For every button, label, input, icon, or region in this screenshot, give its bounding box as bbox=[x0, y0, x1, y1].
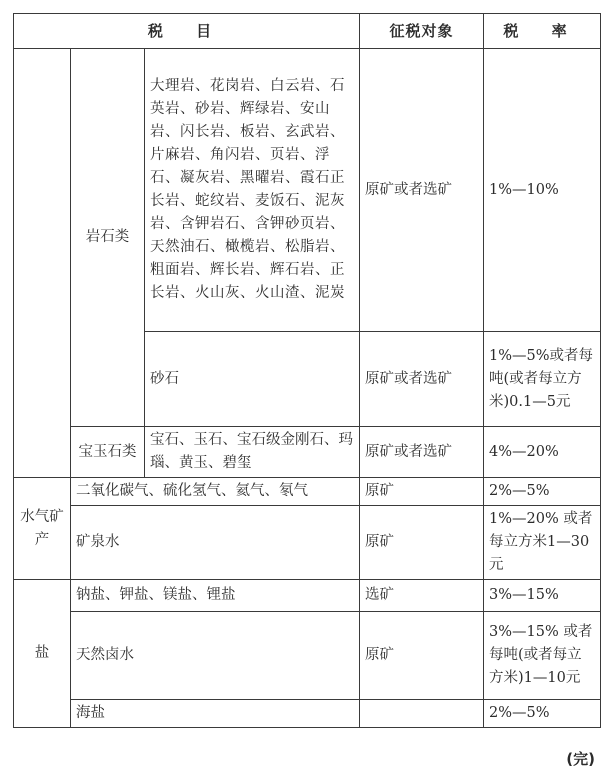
mineral-water-item: 矿泉水 bbox=[71, 506, 360, 580]
table-header-row bbox=[14, 14, 601, 49]
salt-category: 盐 bbox=[14, 580, 71, 728]
gas-object: 原矿 bbox=[360, 478, 484, 506]
water-gas-category: 水气矿产 bbox=[14, 478, 71, 580]
gas-rate: 2%—5% bbox=[484, 478, 601, 506]
gas-item: 二氧化碳气、硫化氢气、氦气、氡气 bbox=[71, 478, 360, 506]
end-mark: (完) bbox=[566, 750, 595, 768]
gem-category: 宝玉石类 bbox=[71, 427, 145, 478]
salt-object: 选矿 bbox=[360, 580, 484, 612]
gem-object: 原矿或者选矿 bbox=[360, 427, 484, 478]
rock-rate: 1%—10% bbox=[484, 49, 601, 332]
sea-salt-object bbox=[360, 700, 484, 728]
table-row bbox=[14, 612, 601, 700]
sand-item: 砂石 bbox=[145, 332, 360, 427]
table-row bbox=[14, 49, 601, 332]
mineral-water-object: 原矿 bbox=[360, 506, 484, 580]
rock-category: 岩石类 bbox=[71, 49, 145, 427]
rock-object: 原矿或者选矿 bbox=[360, 49, 484, 332]
tax-rate-table bbox=[13, 13, 601, 728]
table-row bbox=[14, 580, 601, 612]
mineral-water-rate: 1%—20% 或者每立方米1—30元 bbox=[484, 506, 601, 580]
brine-rate: 3%—15% 或者每吨(或者每立方米)1—10元 bbox=[484, 612, 601, 700]
header-rate: 税 率 bbox=[484, 14, 601, 49]
sand-rate: 1%—5%或者每吨(或者每立方米)0.1—5元 bbox=[484, 332, 601, 427]
header-item: 税 目 bbox=[14, 14, 360, 49]
brine-item: 天然卤水 bbox=[71, 612, 360, 700]
rock-item-list: 大理岩、花岗岩、白云岩、石英岩、砂岩、辉绿岩、安山岩、闪长岩、板岩、玄武岩、片麻岩、角闪岩、页岩、浮石、凝灰岩、黑曜岩、霞石正长岩、蛇纹岩、麦饭石、泥灰岩、含钾岩石、含钾砂页岩、天然油石、橄榄岩、松脂岩、粗面岩、辉长岩、辉石岩、正长岩、火山灰、火山渣、泥炭 bbox=[145, 49, 360, 332]
sand-object: 原矿或者选矿 bbox=[360, 332, 484, 427]
group-empty-cell bbox=[14, 49, 71, 478]
header-object: 征税对象 bbox=[360, 14, 484, 49]
salt-rate: 3%—15% bbox=[484, 580, 601, 612]
table-row bbox=[14, 478, 601, 506]
gem-item: 宝石、玉石、宝石级金刚石、玛瑙、黄玉、碧玺 bbox=[145, 427, 360, 478]
table-row bbox=[14, 506, 601, 580]
sea-salt-rate: 2%—5% bbox=[484, 700, 601, 728]
brine-object: 原矿 bbox=[360, 612, 484, 700]
table-row bbox=[14, 427, 601, 478]
table-row bbox=[14, 700, 601, 728]
salt-item: 钠盐、钾盐、镁盐、锂盐 bbox=[71, 580, 360, 612]
sea-salt-item: 海盐 bbox=[71, 700, 360, 728]
gem-rate: 4%—20% bbox=[484, 427, 601, 478]
